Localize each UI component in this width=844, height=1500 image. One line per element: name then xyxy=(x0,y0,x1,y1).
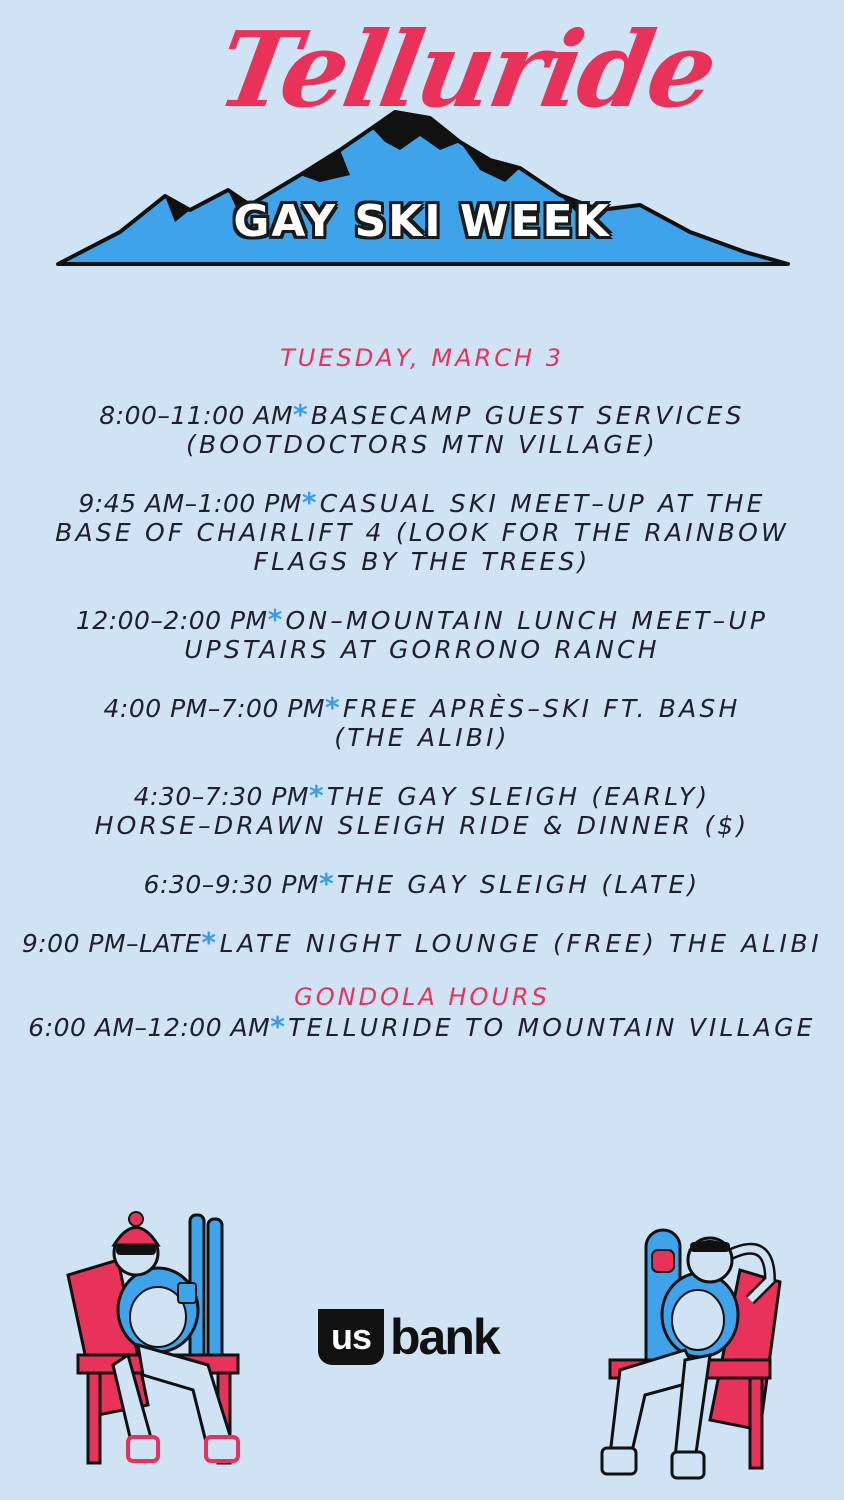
event-item xyxy=(0,781,844,840)
snowboarder-right-illustration xyxy=(590,1220,790,1490)
star-icon: * xyxy=(318,867,337,900)
star-icon: * xyxy=(270,1010,289,1043)
schedule xyxy=(0,344,844,1042)
star-icon: * xyxy=(293,398,311,431)
title: Telluride xyxy=(209,8,724,131)
star-icon: * xyxy=(324,691,343,724)
logo-text: bank xyxy=(390,1309,499,1365)
event-text: FREE APRÈS–SKI FT. BASH xyxy=(342,694,741,723)
us-bank-logo xyxy=(318,1308,499,1366)
event-time: 4:30–7:30 PM xyxy=(133,782,309,811)
event-text: UPSTAIRS AT GORRONO RANCH xyxy=(184,635,660,664)
event-text: BASE OF CHAIRLIFT 4 (LOOK FOR THE RAINBOW xyxy=(55,518,789,547)
event-text: FLAGS BY THE TREES) xyxy=(253,547,591,576)
event-time: 9:00 PM–LATE xyxy=(21,929,202,958)
star-icon: * xyxy=(301,486,320,519)
skier-left-illustration xyxy=(58,1205,258,1475)
event-time: 4:00 PM–7:00 PM xyxy=(103,694,325,723)
event-text: CASUAL SKI MEET–UP AT THE xyxy=(319,489,766,518)
logo-shield: us xyxy=(318,1309,384,1365)
event-text: ON–MOUNTAIN LUNCH MEET–UP xyxy=(285,606,769,635)
event-item xyxy=(0,693,844,752)
event-text: BASECAMP GUEST SERVICES xyxy=(310,401,745,430)
event-item xyxy=(0,928,844,958)
event-item xyxy=(0,488,844,576)
event-time: 6:30–9:30 PM xyxy=(143,870,319,899)
event-item xyxy=(0,869,844,899)
gondola-item xyxy=(0,1012,844,1042)
event-text: THE GAY SLEIGH (EARLY) xyxy=(326,782,711,811)
star-icon: * xyxy=(267,603,286,636)
event-text: (THE ALIBI) xyxy=(334,723,510,752)
subtitle: GAY SKI WEEK xyxy=(233,196,611,247)
event-time: 9:45 AM–1:00 PM xyxy=(78,489,302,518)
event-item xyxy=(0,605,844,664)
gondola-text: TELLURIDE TO MOUNTAIN VILLAGE xyxy=(288,1013,816,1042)
event-time: 8:00–11:00 AM xyxy=(99,401,294,430)
star-icon: * xyxy=(201,926,220,959)
star-icon: * xyxy=(308,779,327,812)
event-time: 12:00–2:00 PM xyxy=(75,606,268,635)
gondola-time: 6:00 AM–12:00 AM xyxy=(28,1013,271,1042)
day-heading: TUESDAY, MARCH 3 xyxy=(280,344,564,372)
header xyxy=(0,0,844,290)
event-text: (BOOTDOCTORS MTN VILLAGE) xyxy=(186,430,658,459)
event-text: THE GAY SLEIGH (LATE) xyxy=(336,870,701,899)
gondola-heading: GONDOLA HOURS xyxy=(294,983,550,1011)
event-text: LATE NIGHT LOUNGE (FREE) THE ALIBI xyxy=(219,929,823,958)
event-text: HORSE–DRAWN SLEIGH RIDE & DINNER ($) xyxy=(94,811,750,840)
event-item xyxy=(0,400,844,459)
